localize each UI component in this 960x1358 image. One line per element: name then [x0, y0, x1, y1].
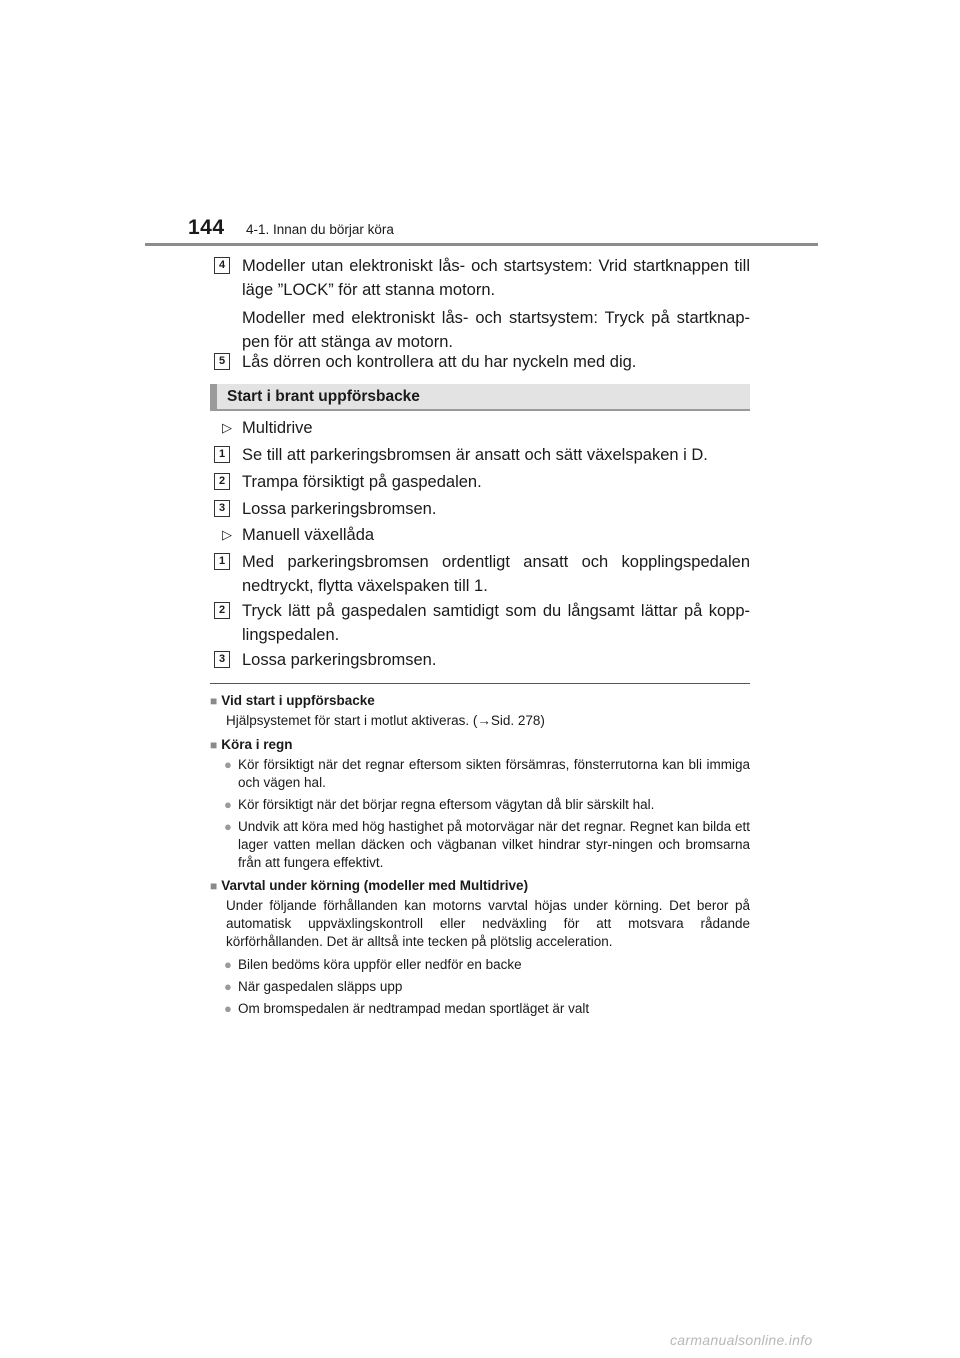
- page-header: [188, 216, 818, 246]
- step-number-badge: 1: [214, 553, 230, 570]
- step-item: [214, 470, 750, 494]
- list-item: ● När gaspedalen släpps upp: [224, 979, 403, 994]
- chapter-title: 4-1. Innan du börjar köra: [246, 222, 394, 237]
- step-item: [214, 550, 750, 598]
- step-text: Trampa försiktigt på gaspedalen.: [242, 473, 482, 491]
- list-item: ● Undvik att köra med hög hastighet på motorvägar när det regnar. Regnet kan bilda ett lager vatten mellan däcken och vägbanan vilket hindrar styr-ningen och bromsarna från att fungera effektivt.: [224, 819, 750, 870]
- watermark-logo: carmanualsonline.info: [670, 1332, 813, 1348]
- triangle-right-icon: ▷: [222, 420, 232, 435]
- page-number: 144: [188, 216, 225, 239]
- step-number-badge: 2: [214, 473, 230, 490]
- step-item: [214, 497, 750, 521]
- subheading-manual: ▷ Manuell växellåda: [214, 523, 374, 547]
- step-number-badge: 5: [214, 353, 230, 370]
- step-text: Med parkeringsbromsen ordentligt ansatt och kopplingspedalen nedtryckt, flytta växelspaken till 1.: [242, 553, 750, 595]
- list-item: ● Kör försiktigt när det regnar eftersom sikten försämras, fönsterrutorna kan bli immiga och vägen hal.: [224, 757, 750, 790]
- step-number-badge: 2: [214, 602, 230, 619]
- step-text: Tryck lätt på gaspedalen samtidigt som du långsamt lättar på kopp-lingspedalen.: [242, 602, 750, 644]
- bullet-dot-icon: ●: [224, 797, 232, 812]
- step-text: Lås dörren och kontrollera att du har nyckeln med dig.: [242, 353, 637, 371]
- note-body: Hjälpsystemet för start i motlut aktiveras. (→Sid. 278): [226, 713, 545, 728]
- bullet-dot-icon: ●: [224, 979, 232, 994]
- note-heading: ■ Vid start i uppförsbacke: [210, 693, 375, 708]
- subheading-multidrive: ▷ Multidrive: [214, 416, 313, 440]
- step-text: Modeller med elektroniskt lås- och startsystem: Tryck på startknap-pen för att stänga av motorn.: [242, 309, 750, 351]
- list-item: ● Om bromspedalen är nedtrampad medan sportläget är valt: [224, 1001, 590, 1016]
- step-item: [214, 648, 750, 672]
- note-body: Under följande förhållanden kan motorns varvtal höjas under körning. Det beror på automatisk uppväxlingskontroll eller nedväxling för att motsvara rådande körförhållanden. Det är alltså inte tecken på plötslig acceleration.: [226, 898, 750, 949]
- list-item: ● Bilen bedöms köra uppför eller nedför en backe: [224, 957, 522, 972]
- step-text: Se till att parkeringsbromsen är ansatt och sätt växelspaken i D.: [242, 446, 708, 464]
- notes-divider: [210, 683, 750, 684]
- step-item: [214, 443, 750, 467]
- note-heading: ■ Köra i regn: [210, 737, 293, 752]
- step-item: [214, 599, 750, 647]
- step-number-badge: 3: [214, 500, 230, 517]
- step-text: Lossa parkeringsbromsen.: [242, 500, 437, 518]
- section-heading-bar: [210, 384, 750, 411]
- step-item: [214, 350, 750, 374]
- step-text: Lossa parkeringsbromsen.: [242, 651, 437, 669]
- step-item: [214, 254, 750, 354]
- note-heading: ■ Varvtal under körning (modeller med Multidrive): [210, 878, 529, 893]
- step-number-badge: 4: [214, 257, 230, 274]
- step-text: Modeller utan elektroniskt lås- och startsystem: Vrid startknappen till läge ”LOCK” för att stanna motorn.: [242, 257, 750, 299]
- square-bullet-icon: ■: [210, 694, 218, 708]
- bullet-dot-icon: ●: [224, 757, 232, 772]
- step-number-badge: 1: [214, 446, 230, 463]
- square-bullet-icon: ■: [210, 879, 218, 893]
- bullet-dot-icon: ●: [224, 1001, 232, 1016]
- bullet-dot-icon: ●: [224, 819, 232, 834]
- step-number-badge: 3: [214, 651, 230, 668]
- list-item: ● Kör försiktigt när det börjar regna eftersom vägytan då blir särskilt hal.: [224, 797, 655, 812]
- header-divider: [145, 243, 818, 246]
- square-bullet-icon: ■: [210, 738, 218, 752]
- bullet-dot-icon: ●: [224, 957, 232, 972]
- triangle-right-icon: ▷: [222, 527, 232, 542]
- section-title: Start i brant uppförsbacke: [227, 388, 420, 405]
